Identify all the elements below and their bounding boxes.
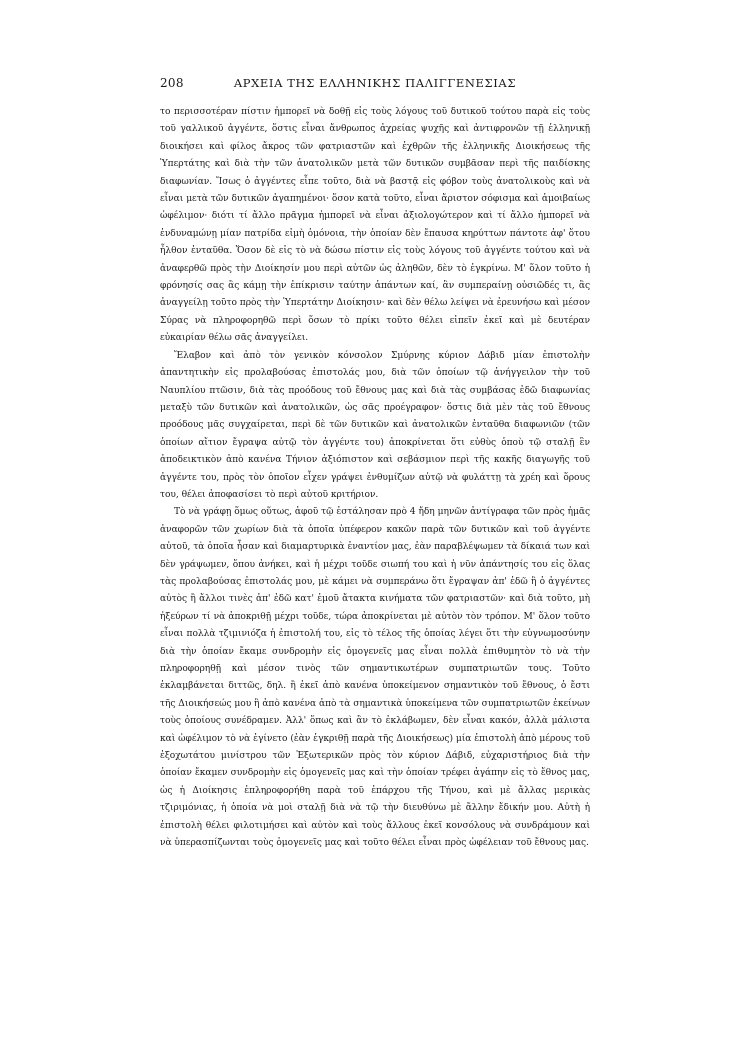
page-header [160,76,590,98]
paragraph: το περισσοτέραν πίστιν ἠμπορεῖ νὰ δοθῇ εἰς τοὺς λόγους τοῦ δυτικοῦ τούτου παρὰ εἰς τοὺς τοῦ γαλλικοῦ ἀγγέντε, ὅστις εἶναι ἄνθρωπος ἀχρείας ψυχῆς καὶ ἀντιφρονῶν τῇ ἑλληνικῇ διοικήσει καὶ φίλος ἄκρος τῶν φατριαστῶν καὶ ἐχθρῶν τῆς ἑλληνικῆς Διοικήσεως τῆς Ὑπερτάτης καὶ διὰ τὴν τῶν ἀνατολικῶν μετὰ τῶν δυτικῶν συμβᾶσαν περὶ τῆς παιδίσκης διαφωνίαν. Ἴσως ὁ ἀγγέντες εἶπε τοῦτο, διὰ νὰ βαστᾷ εἰς φόβον τοὺς ἀνατολικοὺς καὶ νὰ εἶναι μετὰ τῶν δυτικῶν ἀγαπημένοι· ὅσον κατὰ τοῦτο, εἶναι ἄριστον σόφισμα καὶ ἀμοιβαίως ὠφέλιμον· διότι τί ἄλλο πρᾶγμα ἠμπορεῖ νὰ εἶναι ἀξιολογώτερον καὶ τί ἄλλο ἠμπορεῖ νὰ ἐνδυναμώνῃ μίαν πατρίδα εἰμὴ ὁμόνοια, τὴν ὁποίαν δὲν ἔπαυσα κηρύττων πάντοτε ἀφ' ὅτου ἦλθον ἐνταῦθα. Ὅσον δὲ εἰς τὸ νὰ δώσω πίστιν εἰς τοὺς λόγους τοῦ ἀγγέντε τούτου καὶ νὰ ἀναφερθῶ πρὸς τὴν Διοίκησίν μου περὶ αὐτῶν ὡς ἀληθῶν, δὲν τὸ ἐγκρίνω. Μ' ὅλον τοῦτο ἡ φρόνησίς σας ἂς κάμῃ τὴν ἐπίκρισιν ταύτην ἁπάντων καί, ἂν συμπεραίνῃ οὐσιῶδές τι, ἂς ἀναγγείλῃ τοῦτο πρὸς τὴν Ὑπερτάτην Διοίκησιν· καὶ δὲν θέλω λείψει νὰ ἐρευνήσω καὶ μέσον Σύρας νὰ πληροφορηθῶ περὶ ὅσων τὸ πρίκι τοῦτο θέλει εἰπεῖν ἐκεῖ καὶ μὲ δευτέραν εὐκαιρίαν θέλω σᾶς ἀναγγείλει. [160,107,590,344]
running-title: ΑΡΧΕΙΑ ΤΗΣ ΕΛΛΗΝΙΚΗΣ ΠΑΛΙΓΓΕΝΕΣΙΑΣ [233,76,517,90]
paragraph: Τὸ νὰ γράφῃ ὅμως οὕτως, ἀφοῦ τῷ ἐστάλησαν πρὸ 4 ἤδη μηνῶν ἀντίγραφα τῶν πρὸς ἡμᾶς ἀναφορῶν τῶν χωρίων διὰ τὰ ὁποῖα ὑπέφερον κακῶν παρὰ τῶν δυτικῶν καὶ τοῦ ἀγγέντε αὐτοῦ, τὰ ὁποῖα ἦσαν καὶ διαμαρτυρικὰ ἐναντίον μας, ἐὰν παραβλέψωμεν τὰ δίκαιά των καὶ δὲν γράψωμεν, ὅπου ἀνήκει, καὶ ἡ μέχρι τοῦδε σιωπή του καὶ ἡ νῦν ἀπάντησίς του εἰς ὅλας τὰς προλαβούσας ἐπιστολάς μου, μὲ κάμει νὰ συμπεράνω ὅτι ἔγραψαν ἀπ' ἐδῶ ἢ ὁ ἀγγέντες αὐτὸς ἢ ἄλλοι τινὲς ἀπ' ἐδῶ κατ' ἐμοῦ ἄτακτα κινήματα τῶν φατριαστῶν· καὶ διὰ τοῦτο, μὴ ἠξεύρων τί νὰ ἀποκριθῇ μέχρι τοῦδε, τώρα ἀποκρίνεται μὲ αὐτὸν τὸν τρόπον. Μ' ὅλον τοῦτο εἶναι πολλὰ τζιμινιόζα ἡ ἐπιστολή του, εἰς τὸ τέλος τῆς ὁποίας λέγει ὅτι τὴν εὐγνωμοσύνην διὰ τὴν ὁποίαν ἔκαμε συνδρομὴν εἰς ὁμογενεῖς μας εἶναι πολλὰ ἐπιθυμητὸν τὸ νὰ τὴν πληροφορηθῇ καὶ μέσον τινὸς τῶν σημαντικωτέρων συμπατριωτῶν τους. Τοῦτο ἐκλαμβάνεται διττῶς, δηλ. ἢ ἐκεῖ ἀπὸ κανένα ὑποκείμενον σημαντικὸν τοῦ ἔθνους, ὁ ἔστι τῆς Διοικήσεώς μου ἢ ἀπὸ κανένα ἀπὸ τὰ σημαντικὰ ὑποκείμενα τῶν συμπατριωτῶν ἐκείνων τοὺς ὁποίους συνέδραμεν. Ἀλλ' ὅπως καὶ ἂν τὸ ἐκλάβωμεν, δὲν εἶναι κακόν, ἀλλὰ μάλιστα καὶ ὠφέλιμον τὸ νὰ ἐγίνετο (ἐὰν ἐγκριθῇ παρὰ τῆς Διοικήσεως) μία ἐπιστολὴ ἀπὸ μέρους τοῦ ἐξοχωτάτου μινίστρου τῶν Ἐξωτερικῶν πρὸς τὸν κύριον Δάβιδ, εὐχαριστήριος διὰ τὴν ὁποίαν ἔκαμεν συνδρομὴν εἰς ὁμογενεῖς μας καὶ τὴν ὁποίαν τρέφει ἀγάπην εἰς τὸ ἔθνος μας, ὡς ἡ Διοίκησις ἐπληροφορήθη παρὰ τοῦ ἐπάρχου τῆς Τήνου, καὶ μὲ ἄλλας μερικὰς τζιριμόνιας, ἡ ὁποία νὰ μοὶ σταλῇ διὰ νὰ τῷ τὴν διευθύνω μὲ ἄλλην ἔδικήν μου. Αὐτὴ ἡ ἐπιστολὴ θέλει φιλοτιμήσει καὶ αὐτὸν καὶ τοὺς ἄλλους ἐκεῖ κονσόλους νὰ συνδράμουν καὶ νὰ ὑπερασπίζωνται τοὺς ὁμογενεῖς μας καὶ τοῦτο θέλει εἶναι πρὸς ὠφέλειαν τοῦ ἔθνους μας. [160,507,590,849]
document-page [160,76,590,852]
page-number: 208 [160,76,184,90]
body-text [160,104,590,852]
paragraph: Ἔλαβον καὶ ἀπὸ τὸν γενικὸν κόνσολον Σμύρνης κύριον Δάβιδ μίαν ἐπιστολὴν ἀπαντητικὴν εἰς προλαβούσας ἐπιστολάς μου, διὰ τῶν ὁποίων τῷ ἀνήγγειλον τὴν τοῦ Ναυπλίου πτῶσιν, διὰ τὰς προόδους τοῦ ἔθνους μας καὶ διὰ τὰς συμβάσας ἐδῶ διαφωνίας μεταξὺ τῶν δυτικῶν καὶ ἀνατολικῶν, ὡς σᾶς προέγραφον· ὅστις διὰ μὲν τὰς τοῦ ἔθνους προόδους μᾶς συγχαίρεται, περὶ δὲ τῶν δυτικῶν καὶ ἀνατολικῶν ἐνταῦθα διαφωνιῶν (τῶν ὁποίων αἴτιον ἔγραψα αὐτῷ τὸν ἀγγέντε του) ἀποκρίνεται ὅτι εὐθὺς ὁποὺ τῷ σταλῇ ἓν ἀποδεικτικὸν ἀπὸ κανένα Τήνιον ἀξιόπιστον καὶ σεβάσμιον περὶ τῆς κακῆς διαγωγῆς τοῦ ἀγγέντε του, πρὸς τὸν ὁποῖον εἶχεν γράψει ἐνθυμίζων αὐτῷ νὰ φυλάττῃ τὰ χρέη καὶ ὅρους του, θέλει ἀποφασίσει τὸ περὶ αὐτοῦ κριτήριον. [160,350,590,500]
